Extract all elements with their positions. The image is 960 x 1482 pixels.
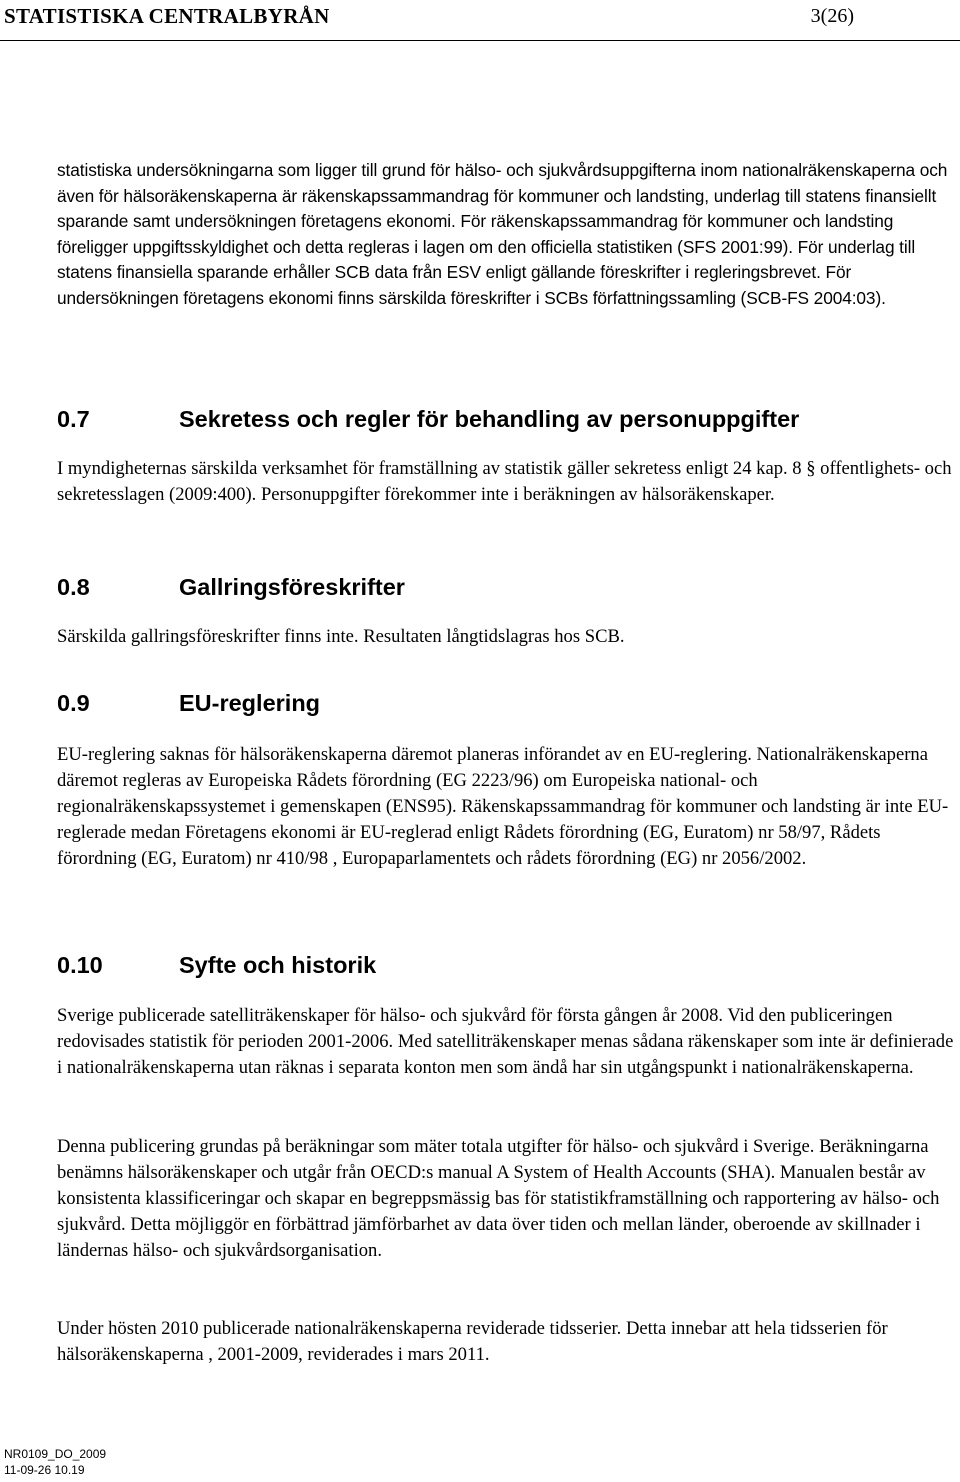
section-0-7-body — [57, 456, 955, 508]
intro-text: statistiska undersökningarna som ligger till grund för hälso- och sjukvårdsuppgifterna inom nationalräkenskaperna och även för hälsoräkenskaperna är räkenskapssammandrag för kommuner och landsting, underlag till statens finansiellt sparande samt undersökningen företagens ekonomi. För räkenskapssammandrag för kommuner och landsting föreligger uppgiftsskyldighet och detta regleras i lagen om den officiella statistiken (SFS 2001:99). För underlag till statens finansiella sparande erhåller SCB data från ESV enligt gällande föreskrifter i regleringsbrevet. För undersökningen företagens ekonomi finns särskilda föreskrifter i SCBs författningssamling (SCB-FS 2004:03). — [57, 160, 948, 308]
section-0-10-body-3 — [57, 1316, 955, 1368]
page-number: 3(26) — [810, 5, 854, 27]
organization-name: STATISTISKA CENTRALBYRÅN — [4, 4, 330, 28]
section-title: Gallringsföreskrifter — [179, 574, 405, 600]
section-number: 0.8 — [57, 574, 90, 600]
section-number: 0.7 — [57, 406, 90, 432]
document-date: 11-09-26 10.19 — [4, 1463, 85, 1477]
section-heading-0-8 — [57, 574, 955, 601]
page-header — [0, 0, 960, 41]
section-title: EU-reglering — [179, 690, 321, 716]
section-0-8-body — [57, 624, 955, 650]
section-0-9-body — [57, 742, 955, 872]
paragraph: Under hösten 2010 publicerade nationalräkenskaperna reviderade tidsserier. Detta innebar att hela tidsserien för hälsoräkenskaperna , 2001-2009, reviderades i mars 2011. — [57, 1318, 888, 1365]
page-footer — [4, 1446, 106, 1478]
paragraph: Sverige publicerade satelliträkenskaper för hälso- och sjukvård för första gången år 2008. Vid den publiceringen redovisades statistik för perioden 2001-2006. Med satelliträkenskaper menas sådana räkenskaper som inte är definierade i nationalräkenskaperna utan räknas i separata konton men som ändå har sin utgångspunkt i nationalräkenskaperna. — [57, 1005, 954, 1078]
section-number: 0.9 — [57, 690, 90, 716]
section-heading-0-9 — [57, 690, 955, 717]
section-0-10-body-1 — [57, 1003, 955, 1081]
paragraph: EU-reglering saknas för hälsoräkenskaperna däremot planeras införandet av en EU-reglering. Nationalräkenskaperna däremot regleras av Europeiska Rådets förordning (EG 2223/96) om Europeiska national- och regionalräkenskapssystemet i gemenskapen (ENS95). Räkenskapssammandrag för kommuner och landsting är inte EU-reglerade medan Företagens ekonomi är EU-reglerad enligt Rådets förordning (EG, Euratom) nr 58/97, Rådets förordning (EG, Euratom) nr 410/98 , Europaparlamentets och rådets förordning (EG) nr 2056/2002. — [57, 744, 949, 869]
document-id: NR0109_DO_2009 — [4, 1447, 107, 1461]
paragraph: Denna publicering grundas på beräkningar som mäter totala utgifter för hälso- och sjukvård i Sverige. Beräkningarna benämns hälsoräkenskaper och utgår från OECD:s manual A System of Health Accounts (SHA). Manualen består av konsistenta klassificeringar och skapar en begreppsmässig bas för statistikframställning och rapportering av hälso- och sjukvård. Detta möjliggör en förbättrad jämförbarhet av data över tiden och mellan länder, oberoende av skillnader i ländernas hälso- och sjukvårdsorganisation. — [57, 1136, 940, 1261]
section-heading-0-7 — [57, 406, 955, 433]
section-heading-0-10 — [57, 952, 955, 979]
section-number: 0.10 — [57, 952, 103, 978]
intro-paragraph — [57, 158, 955, 311]
paragraph: I myndigheternas särskilda verksamhet för framställning av statistik gäller sekretess enligt 24 kap. 8 § offentlighets- och sekretesslagen (2009:400). Personuppgifter förekommer inte i beräkningen av hälsoräkenskaper. — [57, 458, 952, 505]
section-0-10-body-2 — [57, 1134, 955, 1264]
paragraph: Särskilda gallringsföreskrifter finns inte. Resultaten långtidslagras hos SCB. — [57, 626, 625, 647]
section-title: Sekretess och regler för behandling av personuppgifter — [179, 406, 800, 432]
section-title: Syfte och historik — [179, 952, 377, 978]
